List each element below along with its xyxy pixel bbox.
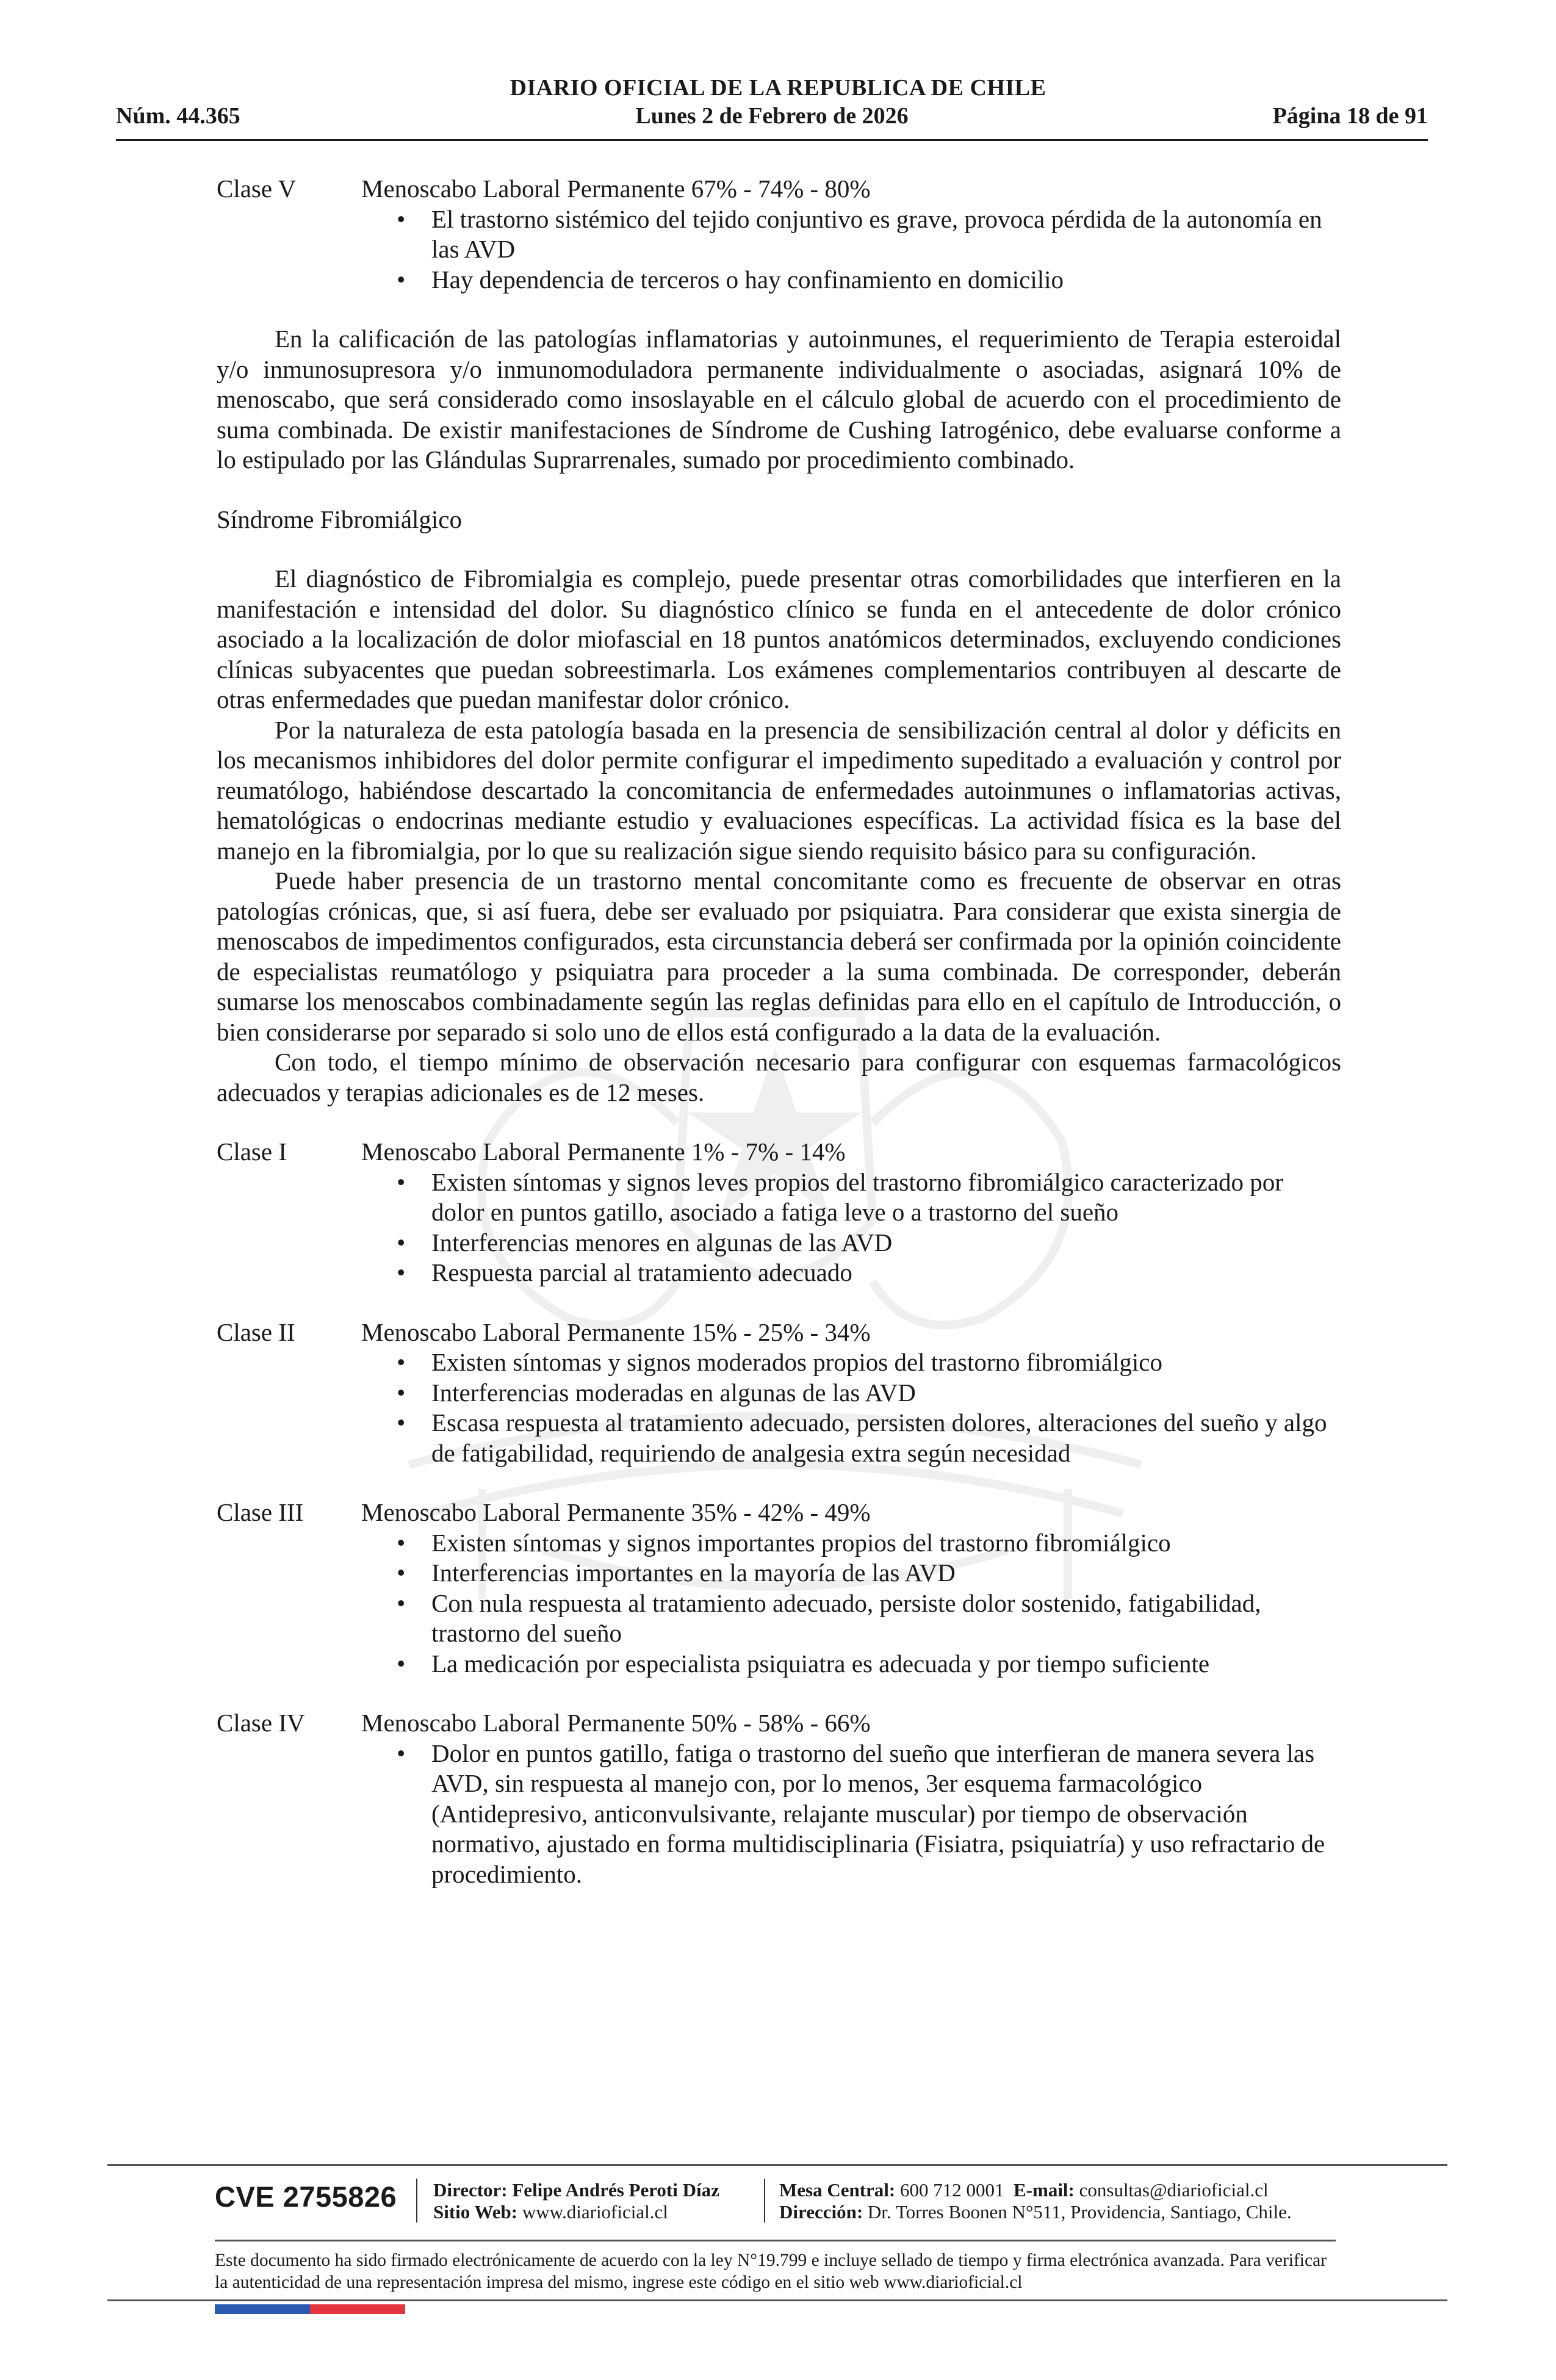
- issue-date: Lunes 2 de Febrero de 2026: [635, 103, 909, 129]
- class-label: Clase III: [217, 1498, 304, 1526]
- fibro-paragraph-4: Con todo, el tiempo mínimo de observación necesario para configurar con esquemas farmacológicos adecuados y terapias adicionales es de 12 meses.: [217, 1048, 1341, 1106]
- bullet-glyph: •: [397, 1588, 406, 1617]
- bullet-glyph: •: [397, 1348, 406, 1376]
- list-item: • Escasa respuesta al tratamiento adecuado, persisten dolores, alteraciones del sueño y algo de fatigabilidad, requiriendo de analgesia extra según necesidad: [397, 1408, 1327, 1467]
- legal-notice: Este documento ha sido firmado electrónicamente de acuerdo con la ley N°19.799 e incluye sellado de tiempo y firma electrónica avanzada. Para verificar la autenticidad de una representación impresa del mismo, ingrese este código en el sitio web www.diarioficial.cl: [215, 2251, 1327, 2292]
- class-heading-i: [217, 1137, 1341, 1167]
- header-row: [116, 103, 1428, 132]
- address: Dr. Torres Boonen N°511, Providencia, Santiago, Chile.: [867, 2201, 1292, 2223]
- class-iv-bullets: [217, 1739, 1341, 1890]
- footer-director-block: Director: Felipe Andrés Peroti Díaz Sitio Web: www.diarioficial.cl: [433, 2179, 719, 2223]
- class-heading-ii: [217, 1318, 1341, 1348]
- website-link[interactable]: www.diarioficial.cl: [522, 2201, 668, 2223]
- fibro-paragraph-1: El diagnóstico de Fibromialgia es complejo, puede presentar otras comorbilidades que interfieren en la manifestación e intensidad del dolor. Su diagnóstico clínico se funda en el antecedente de dolor crónico asociado a la localización de dolor miofascial en 18 puntos anatómicos determinados, excluyendo condiciones clínicas subyacentes que puedan sobreestimarla. Los exámenes complementarios contribuyen al descarte de otras enfermedades que puedan manifestar dolor crónico.: [217, 564, 1341, 713]
- footer-divider-middle: [215, 2240, 1336, 2241]
- class-label: Clase I: [217, 1138, 287, 1166]
- director-name: Felipe Andrés Peroti Díaz: [512, 2179, 719, 2201]
- class-title: Menoscabo Laboral Permanente 67% - 74% - 80%: [361, 175, 871, 203]
- header-divider: [116, 139, 1428, 141]
- bullet-glyph: •: [397, 204, 406, 233]
- bullet-glyph: •: [397, 1528, 406, 1557]
- list-item: • El trastorno sistémico del tejido conjuntivo es grave, provoca pérdida de la autonomía en las AVD: [397, 204, 1322, 263]
- phone-number: 600 712 0001: [900, 2179, 1004, 2201]
- class-heading-v: [217, 174, 1341, 204]
- class-title: Menoscabo Laboral Permanente 1% - 7% - 14%: [361, 1138, 846, 1166]
- document-body: [217, 174, 1341, 1889]
- list-item: • La medicación por especialista psiquiatra es adecuada y por tiempo suficiente: [397, 1649, 1341, 1679]
- fibro-paragraph-3: Puede haber presencia de un trastorno mental concomitante como es frecuente de observar en otras patologías crónicas, que, si así fuera, debe ser evaluado por psiquiatra. Para considerar que exista sinergia de menoscabos de impedimentos configurados, esta circunstancia deberá ser confirmada por la opinión coincidente de especialistas reumatólogo y psiquiatra para proceder a la suma combinada. De corresponder, deberán sumarse los menoscabos combinadamente según las reglas definidas para ello en el capítulo de Introducción, o bien considerarse por separado si solo uno de ellos está configurado a la data de la evaluación.: [217, 867, 1341, 1046]
- class-v-bullets: [217, 204, 1341, 295]
- bullet-glyph: •: [397, 1739, 406, 1767]
- footer-divider-bottom: [107, 2299, 1447, 2301]
- list-item: • Con nula respuesta al tratamiento adecuado, persiste dolor sostenido, fatigabilidad, trastorno del sueño: [397, 1588, 1261, 1647]
- list-item: • Dolor en puntos gatillo, fatiga o trastorno del sueño que interfieran de manera severa las AVD, sin respuesta al manejo con, por lo menos, 3er esquema farmacológico (Antidepresivo, anticonvulsivante, relajante muscular) por tiempo de observación normativo, ajustado en forma multidisciplinaria (Fisiatra, psiquiatría) y uso refractario de procedimiento.: [397, 1739, 1325, 1888]
- list-item: • Hay dependencia de terceros o hay confinamiento en domicilio: [397, 265, 1341, 295]
- cve-code: CVE 2755826: [215, 2180, 397, 2213]
- class-heading-iii: [217, 1498, 1341, 1528]
- bullet-glyph: •: [397, 265, 406, 294]
- list-item: • Existen síntomas y signos moderados propios del trastorno fibromiálgico: [397, 1347, 1341, 1378]
- flag-bar-blue: [215, 2304, 310, 2314]
- class-label: Clase II: [217, 1318, 295, 1346]
- class-heading-iv: [217, 1708, 1341, 1739]
- footer-divider-top: [107, 2164, 1447, 2166]
- issue-number: Núm. 44.365: [116, 103, 240, 129]
- fibro-paragraph-2: Por la naturaleza de esta patología basada en la presencia de sensibilización central al dolor y déficits en los mecanismos inhibidores del dolor permite configurar el impedimento supeditado a evaluación y control por reumatólogo, habiéndose descartado la concomitancia de enfermedades autoinmunes o inflamatorias activas, hematológicas o endocrinas mediante estudio y evaluaciones específicas. La actividad física es la base del manejo en la fibromialgia, por lo que su realización sigue siendo requisito básico para su configuración.: [217, 715, 1341, 865]
- class-title: Menoscabo Laboral Permanente 35% - 42% - 49%: [361, 1498, 871, 1526]
- publication-title: DIARIO OFICIAL DE LA REPUBLICA DE CHILE: [510, 75, 1046, 101]
- bullet-glyph: •: [397, 1167, 406, 1196]
- list-item: • Interferencias menores en algunas de las AVD: [397, 1228, 1341, 1258]
- section-heading: Síndrome Fibromiálgico: [217, 505, 462, 533]
- email-link[interactable]: consultas@diarioficial.cl: [1079, 2179, 1269, 2201]
- list-item: • Respuesta parcial al tratamiento adecuado: [397, 1258, 1341, 1288]
- bullet-glyph: •: [397, 1559, 406, 1587]
- footer-separator: [764, 2179, 765, 2223]
- class-i-bullets: [217, 1167, 1341, 1288]
- list-item: • Interferencias moderadas en algunas de las AVD: [397, 1378, 1341, 1408]
- class-title: Menoscabo Laboral Permanente 50% - 58% - 66%: [361, 1709, 871, 1737]
- flag-bar-red: [310, 2304, 405, 2314]
- class-ii-bullets: [217, 1347, 1341, 1468]
- class-iii-bullets: [217, 1528, 1341, 1679]
- list-item: • Existen síntomas y signos leves propios del trastorno fibromiálgico caracterizado por dolor en puntos gatillo, asociado a fatiga leve o a trastorno del sueño: [397, 1167, 1283, 1226]
- paragraph-inflamatorias: En la calificación de las patologías inflamatorias y autoinmunes, el requerimiento de Terapia esteroidal y/o inmunosupresora y/o inmunomoduladora permanente individualmente o asociadas, asignará 10% de menoscabo, que será considerado como insoslayable en el cálculo global de acuerdo con el procedimiento de suma combinada. De existir manifestaciones de Síndrome de Cushing Iatrogénico, debe evaluarse conforme a lo estipulado por las Glándulas Suprarrenales, sumado por procedimiento combinado.: [217, 325, 1341, 474]
- class-title: Menoscabo Laboral Permanente 15% - 25% - 34%: [361, 1318, 871, 1346]
- bullet-glyph: •: [397, 1258, 406, 1286]
- footer-separator: [416, 2179, 417, 2223]
- bullet-glyph: •: [397, 1228, 406, 1257]
- bullet-glyph: •: [397, 1378, 406, 1407]
- list-item: • Existen síntomas y signos importantes propios del trastorno fibromiálgico: [397, 1528, 1341, 1559]
- page-number: Página 18 de 91: [1272, 103, 1428, 129]
- list-item: • Interferencias importantes en la mayoría de las AVD: [397, 1558, 1341, 1588]
- class-label: Clase V: [217, 175, 297, 203]
- footer-contact-block: Mesa Central: 600 712 0001 E-mail: consultas@diarioficial.cl Dirección: Dr. Torres Boonen N°511, Providencia, Santiago, Chile.: [779, 2179, 1292, 2223]
- class-label: Clase IV: [217, 1709, 305, 1737]
- bullet-glyph: •: [397, 1408, 406, 1437]
- bullet-glyph: •: [397, 1649, 406, 1678]
